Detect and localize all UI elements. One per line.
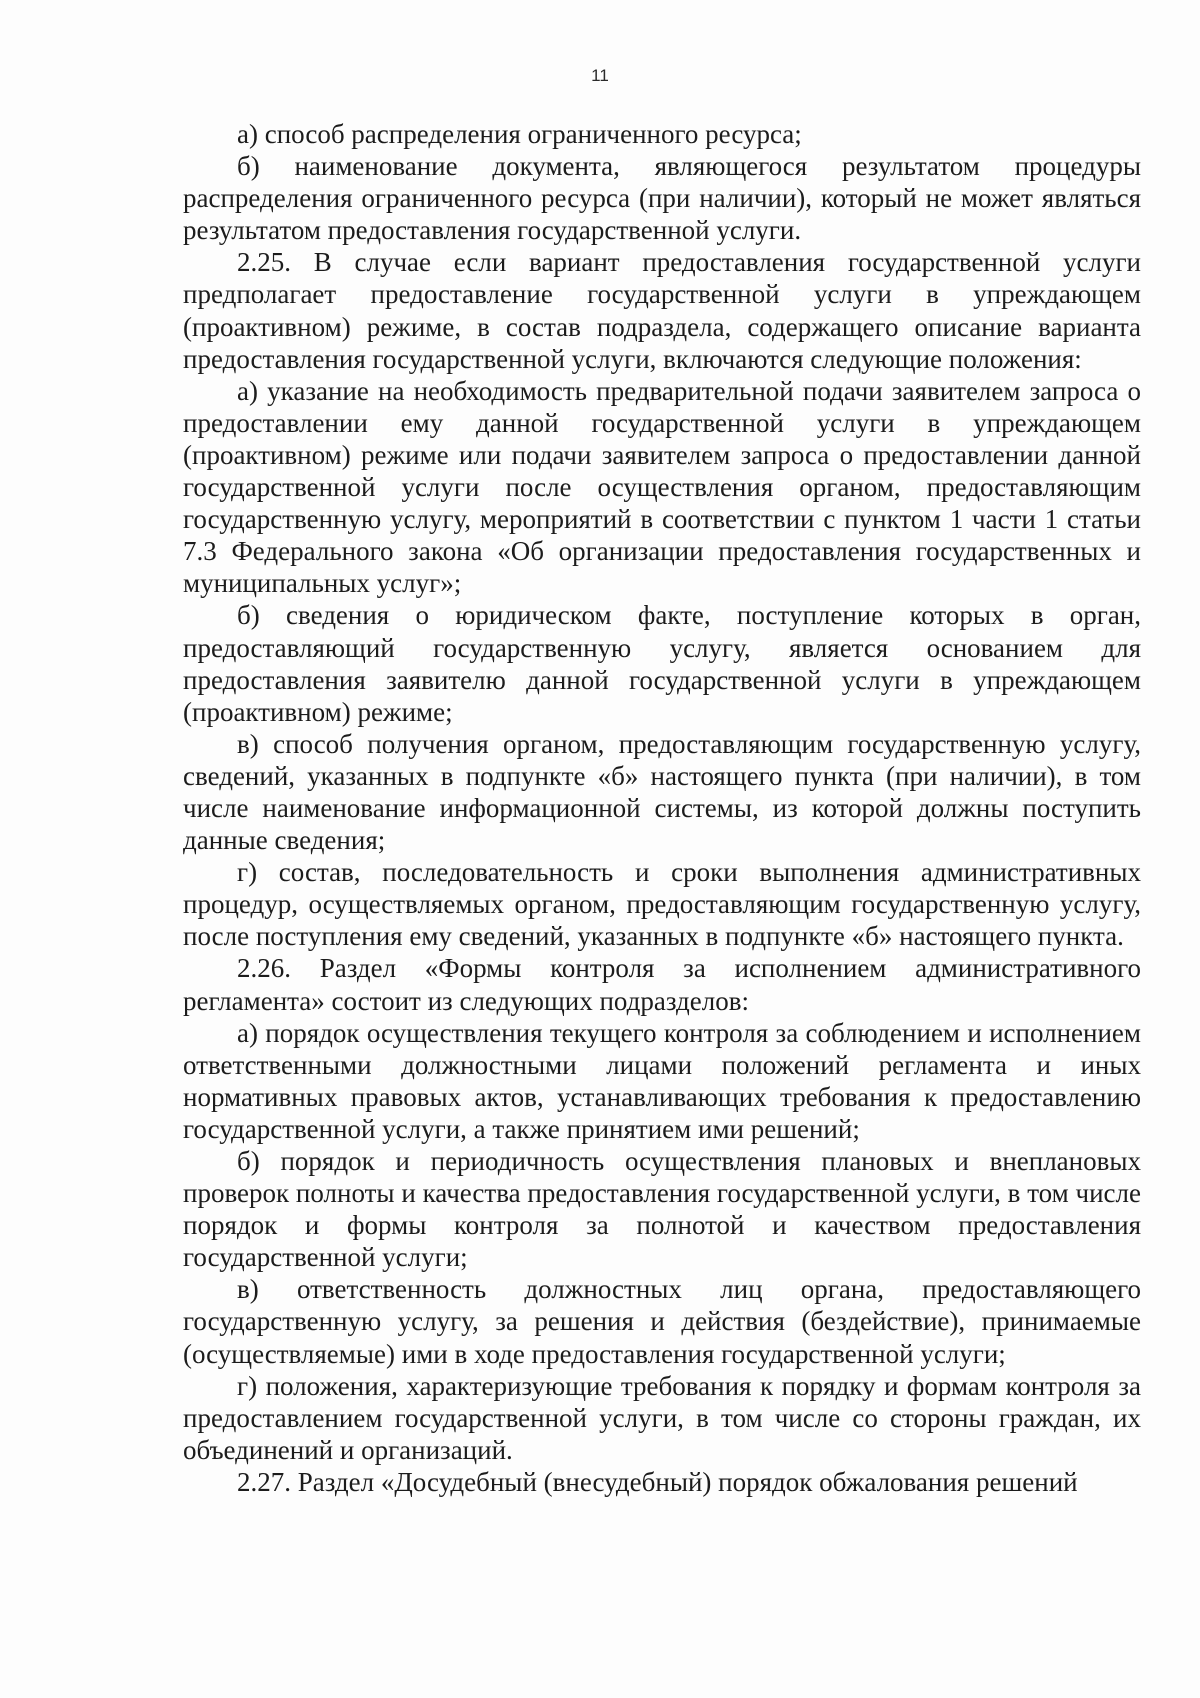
document-body xyxy=(183,118,1141,1498)
paragraph-2-26: 2.26. Раздел «Формы контроля за исполнением административного регламента» состоит из следующих подразделов: xyxy=(183,953,1141,1016)
paragraph-2-26-b: б) порядок и периодичность осуществления плановых и внеплановых проверок полноты и качества предоставления государственной услуги, в том числе порядок и формы контроля за полнотой и качеством предоставления государственной услуги; xyxy=(183,1146,1141,1273)
paragraph-2-27: 2.27. Раздел «Досудебный (внесудебный) порядок обжалования решений xyxy=(237,1466,1078,1497)
paragraph-b-document-name: б) наименование документа, являющегося результатом процедуры распределения ограниченного ресурса (при наличии), который не может являться результатом предоставления государственной услуги. xyxy=(183,151,1141,246)
paragraph-2-26-a: а) порядок осуществления текущего контроля за соблюдением и исполнением ответственными должностными лицами положений регламента и иных нормативных правовых актов, устанавливающих требования к предоставлению государственной услуги, а также принятием ими решений; xyxy=(183,1017,1141,1144)
paragraph-2-26-g: г) положения, характеризующие требования к порядку и формам контроля за предоставлением государственной услуги, в том числе со стороны граждан, их объединений и организаций. xyxy=(183,1370,1141,1465)
paragraph-2-26-v: в) ответственность должностных лиц органа, предоставляющего государственную услугу, за решения и действия (бездействие), принимаемые (осуществляемые) ими в ходе предоставления государственной услуги; xyxy=(183,1274,1141,1369)
paragraph-2-25-g: г) состав, последовательность и сроки выполнения административных процедур, осуществляемых органом, предоставляющим государственную услугу, после поступления ему сведений, указанных в подпункте «б» настоящего пункта. xyxy=(183,857,1141,952)
paragraph-2-25-a: а) указание на необходимость предварительной подачи заявителем запроса о предоставлении ему данной государственной услуги в упреждающем (проактивном) режиме или подачи заявителем запроса о предоставлении данной государственной услуги после осуществления органом, предоставляющим государственную услугу, мероприятий в соответствии с пунктом 1 части 1 статьи 7.3 Федерального закона «Об организации предоставления государственных и муниципальных услуг»; xyxy=(183,375,1141,599)
paragraph-2-25-b: б) сведения о юридическом факте, поступление которых в орган, предоставляющий государственную услугу, является основанием для предоставления заявителю данной государственной услуги в упреждающем (проактивном) режиме; xyxy=(183,600,1141,727)
paragraph-2-25: 2.25. В случае если вариант предоставления государственной услуги предполагает предоставление государственной услуги в упреждающем (проактивном) режиме, в состав подраздела, содержащего описание варианта предоставления государственной услуги, включаются следующие положения: xyxy=(183,247,1141,374)
paragraph-2-25-v: в) способ получения органом, предоставляющим государственную услугу, сведений, указанных в подпункте «б» настоящего пункта (при наличии), в том числе наименование информационной системы, из которой должны поступить данные сведения; xyxy=(183,728,1141,856)
page-number: 11 xyxy=(591,66,609,85)
paragraph-a-resource-method: а) способ распределения ограниченного ресурса; xyxy=(237,119,802,149)
